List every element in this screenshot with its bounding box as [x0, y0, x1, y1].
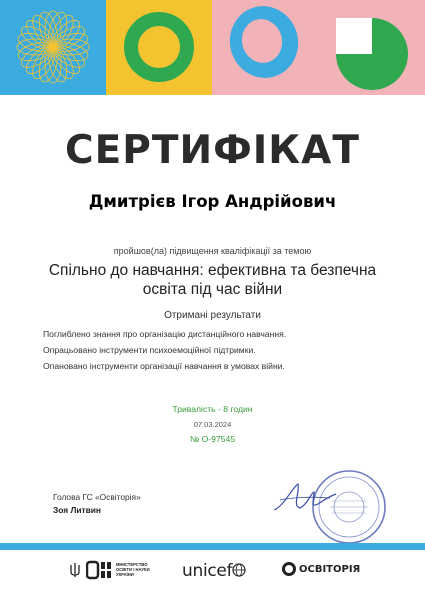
osvitoria-text: ОСВІТОРІЯ: [299, 564, 361, 575]
stamp-icon: [310, 468, 388, 546]
signer-name: Зоя Литвин: [53, 505, 101, 515]
issue-date: 07.03.2024: [193, 420, 232, 429]
certificate-title: СЕРТИФІКАТ: [65, 128, 360, 173]
sunburst-icon: [0, 0, 106, 95]
globe-icon: [232, 563, 246, 577]
ministry-logo-icon: [86, 560, 112, 580]
passed-text: пройшов(ла) підвищення кваліфікації за темою: [113, 246, 312, 256]
circle-icon: [212, 0, 318, 95]
osvitoria-ring-icon: [282, 562, 296, 576]
certificate-number: № О-97545: [189, 434, 236, 444]
ring-icon: [106, 0, 212, 95]
trident-icon: [70, 562, 80, 578]
header-color-band: [0, 0, 425, 95]
osvitoria-logo: [282, 562, 296, 576]
result-item: Поглиблено знання про організацію дистанційного навчання.: [43, 329, 287, 339]
results-heading: Отримані результати: [164, 310, 261, 321]
header-block-pink: [212, 0, 318, 95]
header-block-blue: [0, 0, 106, 95]
recipient-name: Дмитрієв Ігор Андрійович: [88, 192, 337, 211]
header-block-yellow: [106, 0, 212, 95]
result-item: Опановано інструменти організації навчання в умовах війни.: [43, 361, 285, 371]
unicef-logo: unicef: [182, 561, 233, 581]
results-list: [43, 326, 383, 374]
quarter-circle-icon: [318, 0, 425, 95]
result-item: Опрацьовано інструменти психоемоційної підтримки.: [43, 345, 256, 355]
header-block-pink-2: [318, 0, 425, 95]
course-title: Спільно до навчання: ефективна та безпечна освіта під час війни: [48, 262, 377, 298]
ministry-text: МІНІСТЕРСТВО ОСВІТИ І НАУКИ УКРАЇНИ: [116, 562, 150, 577]
signer-role: Голова ГС «Освіторія»: [53, 492, 141, 502]
duration-text: Тривалість - 8 годин: [172, 404, 253, 414]
